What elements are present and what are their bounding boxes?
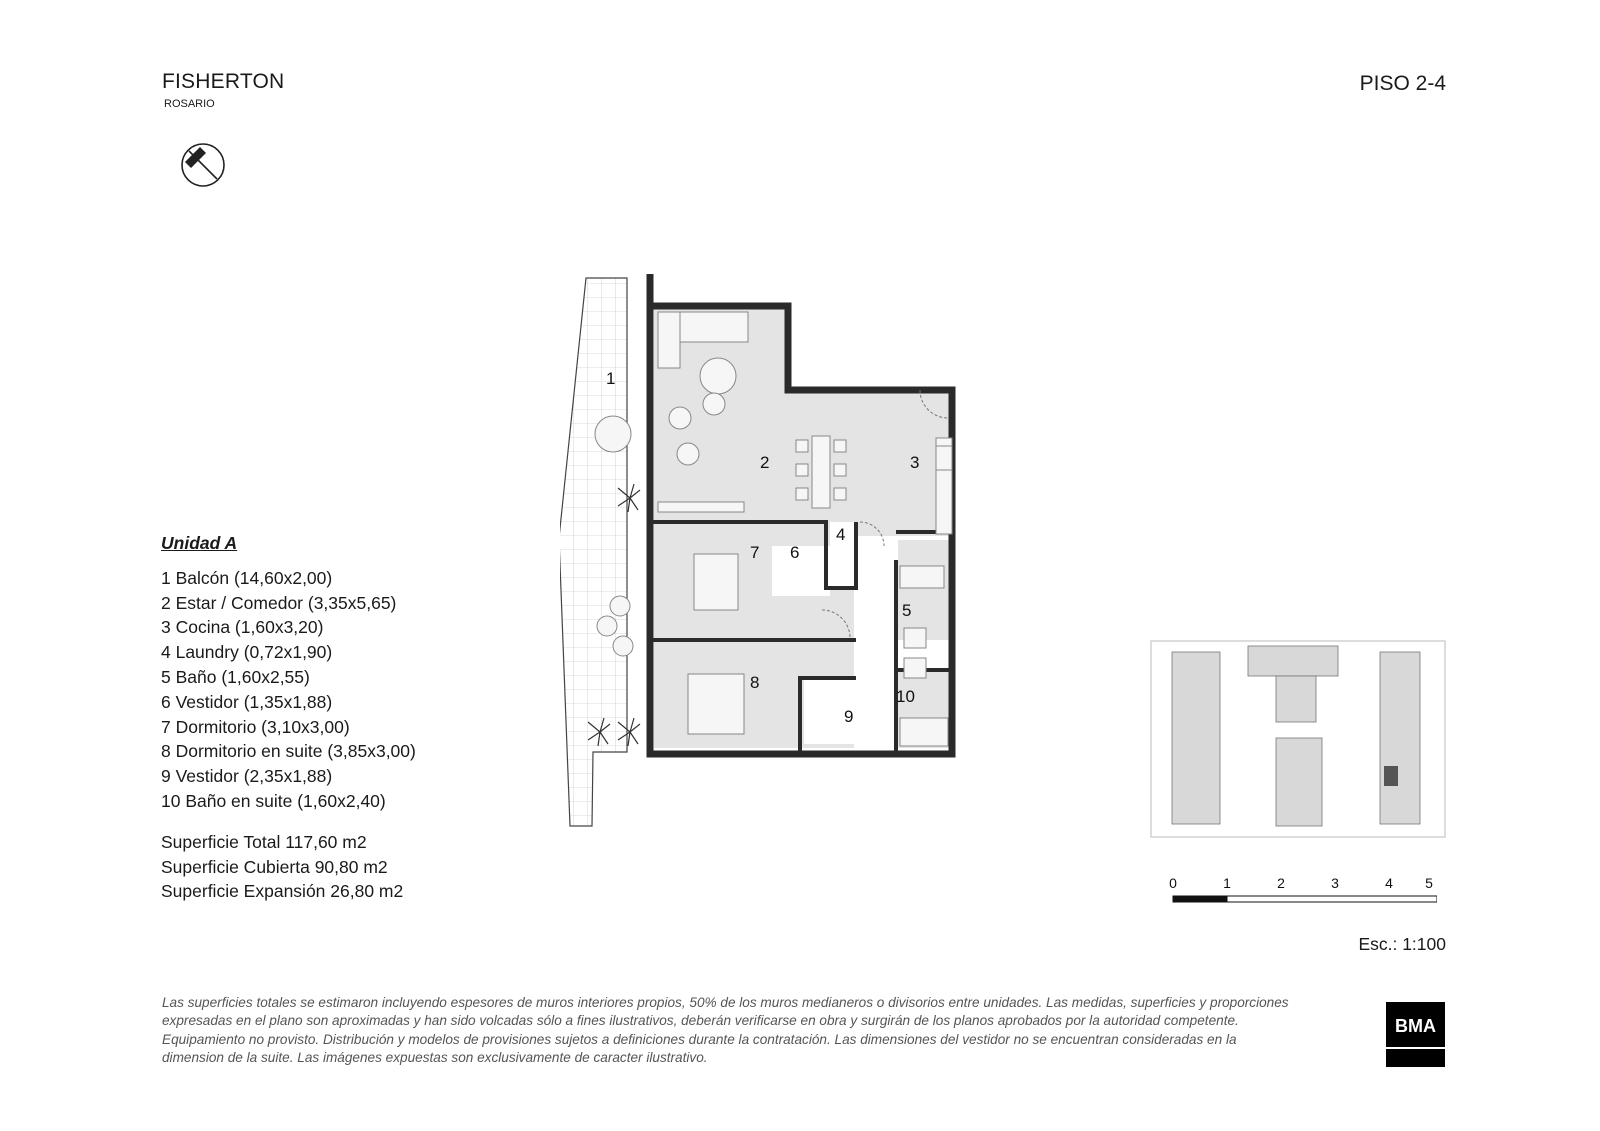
key-block-b bbox=[1248, 646, 1338, 676]
room-list bbox=[161, 566, 416, 814]
scale-bar-filled bbox=[1173, 896, 1227, 902]
scale-tick: 0 bbox=[1169, 875, 1177, 891]
chair-icon bbox=[834, 464, 846, 476]
logo-text: BMA bbox=[1395, 1016, 1436, 1036]
dining-table-icon bbox=[812, 436, 830, 508]
key-block-c bbox=[1276, 676, 1316, 722]
room-item: 8 Dormitorio en suite (3,85x3,00) bbox=[161, 741, 416, 762]
north-arrow-icon bbox=[178, 140, 228, 190]
scale-tick: 3 bbox=[1331, 875, 1339, 891]
area-expansion: Superficie Expansión 26,80 m2 bbox=[161, 881, 404, 902]
area-total: Superficie Total 117,60 m2 bbox=[161, 831, 367, 852]
room-item: 2 Estar / Comedor (3,35x5,65) bbox=[161, 592, 397, 613]
area-list bbox=[161, 830, 416, 904]
scale-label: Esc.: 1:100 bbox=[1358, 934, 1446, 954]
key-unit-highlight bbox=[1384, 766, 1398, 786]
key-block-d bbox=[1276, 738, 1322, 826]
room-legend bbox=[161, 531, 416, 904]
scale-tick: 1 bbox=[1223, 875, 1231, 891]
room-number: 9 bbox=[844, 707, 854, 726]
room-item: 6 Vestidor (1,35x1,88) bbox=[161, 691, 333, 712]
room-item: 10 Baño en suite (1,60x2,40) bbox=[161, 790, 386, 811]
room-number: 10 bbox=[896, 687, 915, 706]
bed-icon bbox=[694, 554, 738, 610]
sink-icon bbox=[904, 628, 926, 648]
armchair-icon bbox=[677, 443, 699, 465]
sink-icon bbox=[904, 658, 926, 678]
building-key-plan bbox=[1150, 640, 1446, 838]
floor-plan bbox=[560, 270, 1000, 860]
bma-logo bbox=[1386, 1002, 1445, 1067]
room-number: 1 bbox=[606, 369, 616, 388]
scale-tick: 2 bbox=[1277, 875, 1285, 891]
room-number: 6 bbox=[790, 543, 800, 562]
scale-tick: 5 bbox=[1425, 875, 1433, 891]
room-item: 3 Cocina (1,60x3,20) bbox=[161, 617, 324, 638]
room-number: 3 bbox=[910, 453, 920, 472]
sofa-arm-icon bbox=[658, 312, 680, 368]
scale-bar-outline bbox=[1227, 896, 1437, 902]
room-item: 7 Dormitorio (3,10x3,00) bbox=[161, 716, 350, 737]
floor-label: PISO 2-4 bbox=[1359, 72, 1446, 95]
room-item: 1 Balcón (14,60x2,00) bbox=[161, 567, 333, 588]
key-block-a bbox=[1172, 652, 1220, 824]
project-city: ROSARIO bbox=[164, 98, 215, 110]
chair-icon bbox=[796, 440, 808, 452]
scale-bar bbox=[1165, 874, 1437, 914]
armchair-icon bbox=[669, 407, 691, 429]
balcony-floor bbox=[560, 278, 627, 826]
chair-icon bbox=[834, 440, 846, 452]
room-item: 4 Laundry (0,72x1,90) bbox=[161, 642, 333, 663]
bed-icon bbox=[688, 674, 744, 734]
room-number: 4 bbox=[836, 525, 846, 544]
room-item: 9 Vestidor (2,35x1,88) bbox=[161, 766, 333, 787]
project-title: FISHERTON bbox=[162, 70, 285, 93]
vestidor-6-fill bbox=[772, 546, 830, 596]
side-table-icon bbox=[703, 393, 725, 415]
balcony-chair-icon bbox=[597, 616, 617, 636]
stove-icon bbox=[936, 446, 952, 470]
bathroom-5-fill bbox=[898, 540, 952, 640]
chair-icon bbox=[834, 488, 846, 500]
tv-unit-icon bbox=[658, 502, 744, 512]
room-number: 7 bbox=[750, 543, 760, 562]
chair-icon bbox=[796, 464, 808, 476]
chair-icon bbox=[796, 488, 808, 500]
balcony-table-icon bbox=[595, 416, 631, 452]
room-number: 5 bbox=[902, 601, 912, 620]
key-block-e bbox=[1380, 652, 1420, 824]
coffee-table-icon bbox=[700, 358, 736, 394]
scale-tick: 4 bbox=[1385, 875, 1393, 891]
shower-icon bbox=[900, 718, 948, 746]
unit-title: Unidad A bbox=[161, 533, 238, 553]
disclaimer-text: Las superficies totales se estimaron incluyendo espesores de muros interiores propios, 50% de los muros medianeros o divisorios entre unidades. Las medidas, superficies y proporciones expresadas en el plano son aproximadas y han sido volcadas sólo a fines ilustrativos, deberán verificarse en obra y surgirán de los planos aprobados por la autoridad competente. Equipamiento no provisto. Distribución y modelos de provisiones sujetos a definiciones durante la contratación. Las dimensiones del vestidor no se encuentran consideradas en la dimension de la suite. Las imágenes expuestas son exclusivamente de caracter ilustrativo. bbox=[162, 995, 1289, 1066]
room-number: 8 bbox=[750, 673, 760, 692]
room-item: 5 Baño (1,60x2,55) bbox=[161, 666, 310, 687]
area-covered: Superficie Cubierta 90,80 m2 bbox=[161, 856, 388, 877]
balcony-chair-icon bbox=[613, 636, 633, 656]
bathtub-icon bbox=[900, 566, 944, 588]
room-number: 2 bbox=[760, 453, 770, 472]
balcony-chair-icon bbox=[610, 596, 630, 616]
